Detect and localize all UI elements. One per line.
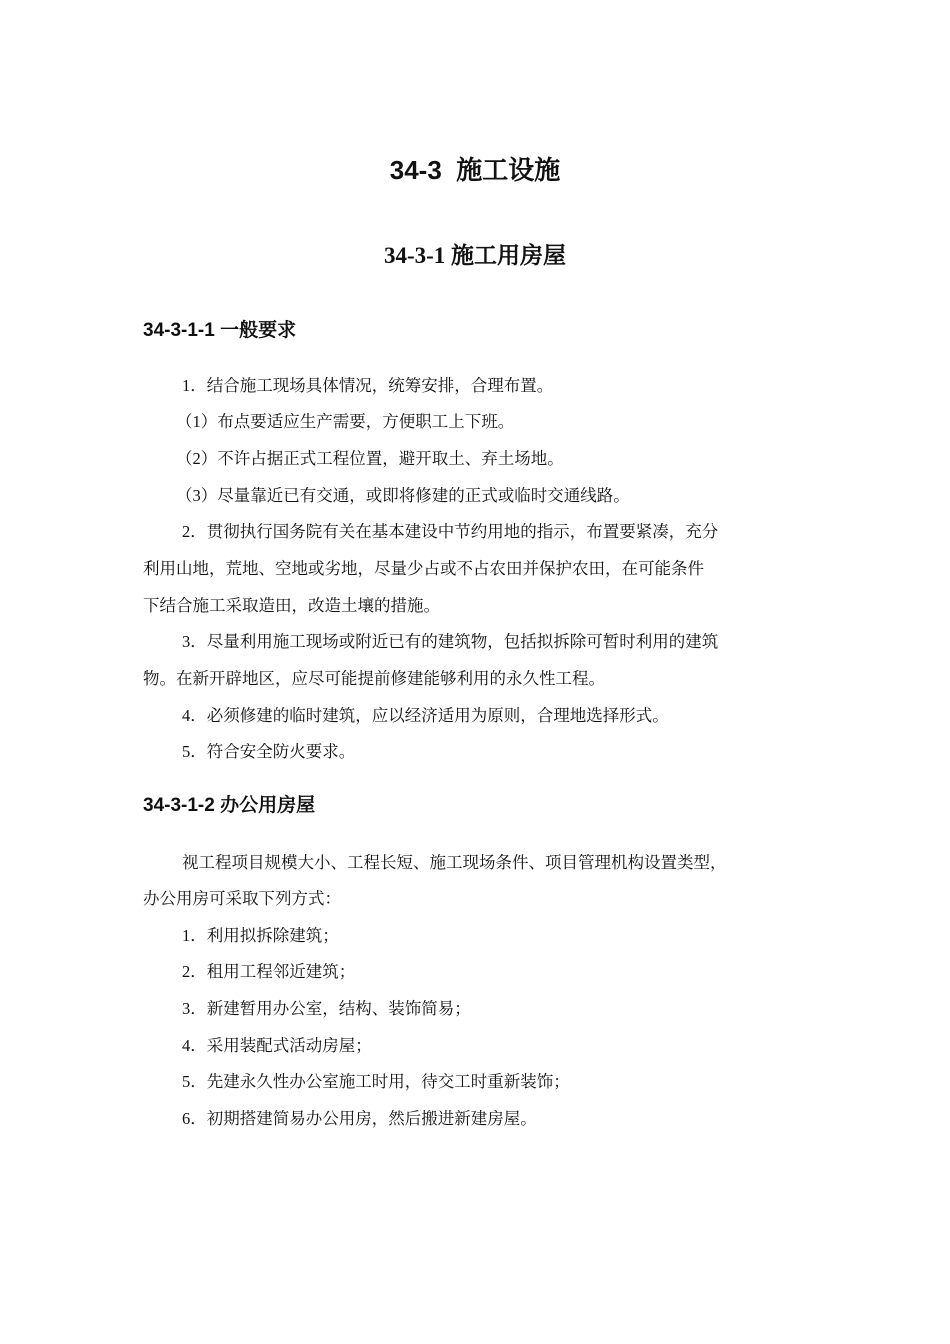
paragraph-line: 下结合施工采取造田，改造土壤的措施。 bbox=[143, 596, 440, 615]
paragraph-line: 5．先建永久性办公室施工时用，待交工时重新装饰； bbox=[182, 1072, 570, 1091]
paragraph-line: 5．符合安全防火要求。 bbox=[182, 742, 356, 761]
paragraph-line: 1．利用拟拆除建筑； bbox=[182, 926, 339, 945]
paragraph-line: 物。在新开辟地区，应尽可能提前修建能够利用的永久性工程。 bbox=[143, 669, 605, 688]
paragraph-line: 2．租用工程邻近建筑； bbox=[182, 962, 356, 981]
paragraph-line: 3．新建暂用办公室，结构、装饰简易； bbox=[182, 999, 471, 1018]
paragraph-line: 2．贯彻执行国务院有关在基本建设中节约用地的指示，布置要紧凑，充分 bbox=[182, 522, 719, 541]
paragraph-line: 4．采用装配式活动房屋； bbox=[182, 1036, 372, 1055]
chapter-title: 34-3 施工设施 bbox=[389, 155, 561, 185]
paragraph-line: 6．初期搭建简易办公用房，然后搬进新建房屋。 bbox=[182, 1109, 537, 1128]
paragraph-line: （3）尽量靠近已有交通，或即将修建的正式或临时交通线路。 bbox=[176, 486, 630, 505]
paragraph-line: 办公用房可采取下列方式： bbox=[143, 889, 341, 908]
paragraph-line: 视工程项目规模大小、工程长短、施工现场条件、项目管理机构设置类型， bbox=[182, 853, 727, 872]
subsection-heading-general-requirements: 34-3-1-1 一般要求 bbox=[143, 320, 297, 341]
paragraph-line: （2）不许占据正式工程位置，避开取土、弃土场地。 bbox=[176, 449, 564, 468]
paragraph-line: 1．结合施工现场具体情况，统筹安排，合理布置。 bbox=[182, 376, 554, 395]
section-title: 34-3-1 施工用房屋 bbox=[383, 243, 567, 268]
paragraph-line: 利用山地，荒地、空地或劣地，尽量少占或不占农田并保护农田，在可能条件 bbox=[143, 559, 704, 578]
paragraph-line: （1）布点要适应生产需要，方便职工上下班。 bbox=[176, 412, 515, 431]
paragraph-line: 3．尽量利用施工现场或附近已有的建筑物，包括拟拆除可暂时利用的建筑 bbox=[182, 632, 719, 651]
subsection-heading-office-buildings: 34-3-1-2 办公用房屋 bbox=[143, 795, 316, 816]
paragraph-line: 4．必须修建的临时建筑，应以经济适用为原则，合理地选择形式。 bbox=[182, 706, 669, 725]
